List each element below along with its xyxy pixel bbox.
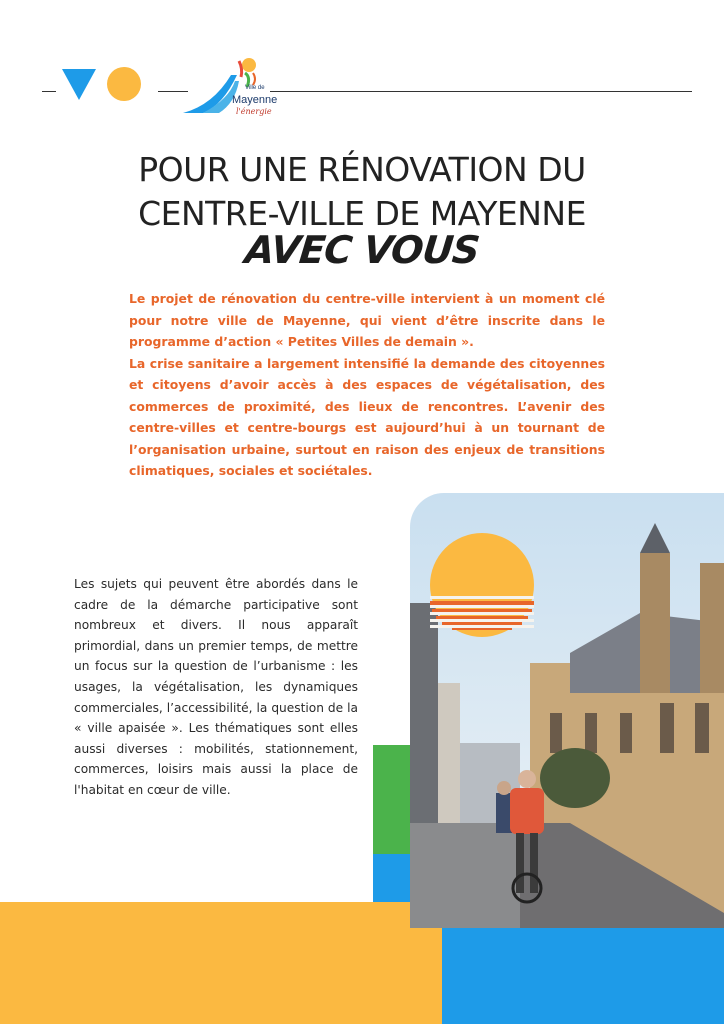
logo-name: Mayenne bbox=[232, 94, 278, 106]
page-title-line1: POUR UNE RÉNOVATION DU bbox=[138, 150, 586, 189]
intro-paragraph-2: La crise sanitaire a largement intensifié la demande des citoyennes et citoyens d’avoir accès à des espaces de végétalisation, des commerces de proximité, des lieux de rencontres. L’avenir des centre-villes et centre-bourgs est aujourd’hui à un tournant de l’organisation urbaine, surtout en raison des enjeux de transitions climatiques, sociales et sociétales. bbox=[129, 355, 605, 478]
street-photo bbox=[410, 493, 724, 928]
yellow-circle-icon bbox=[107, 67, 141, 101]
intro-text bbox=[129, 288, 605, 482]
header-line-right bbox=[270, 91, 692, 92]
logo-prefix: Ville de bbox=[245, 85, 265, 91]
blue-triangle-icon bbox=[62, 69, 96, 100]
yellow-decor-block bbox=[0, 902, 442, 1024]
header-line-left bbox=[42, 91, 56, 92]
body-paragraph: Les sujets qui peuvent être abordés dans le cadre de la démarche participative sont nombreux et divers. Il nous apparaît primordial, dans un premier temps, de mettre un focus sur la question de l’urbanisme : les usages, la végétalisation, les dynamiques commerciales, l’accessibilité, la question de la « ville apaisée ». Les thématiques sont elles aussi diverses : mobilités, stationnement, commerces, loisirs mais aussi la place de l'habitat en cœur de ville. bbox=[74, 577, 358, 797]
intro-paragraph-1: Le projet de rénovation du centre-ville intervient à un moment clé pour notre ville de Mayenne, qui vient d’être inscrite dans le programme d’action « Petites Villes de demain ». bbox=[129, 291, 605, 349]
logo-tagline: l'énergie bbox=[236, 107, 272, 116]
page-title-line2: CENTRE-VILLE DE MAYENNE bbox=[138, 194, 586, 233]
street-scene-illustration bbox=[410, 493, 724, 928]
title-accent: AVEC VOUS bbox=[242, 228, 482, 272]
